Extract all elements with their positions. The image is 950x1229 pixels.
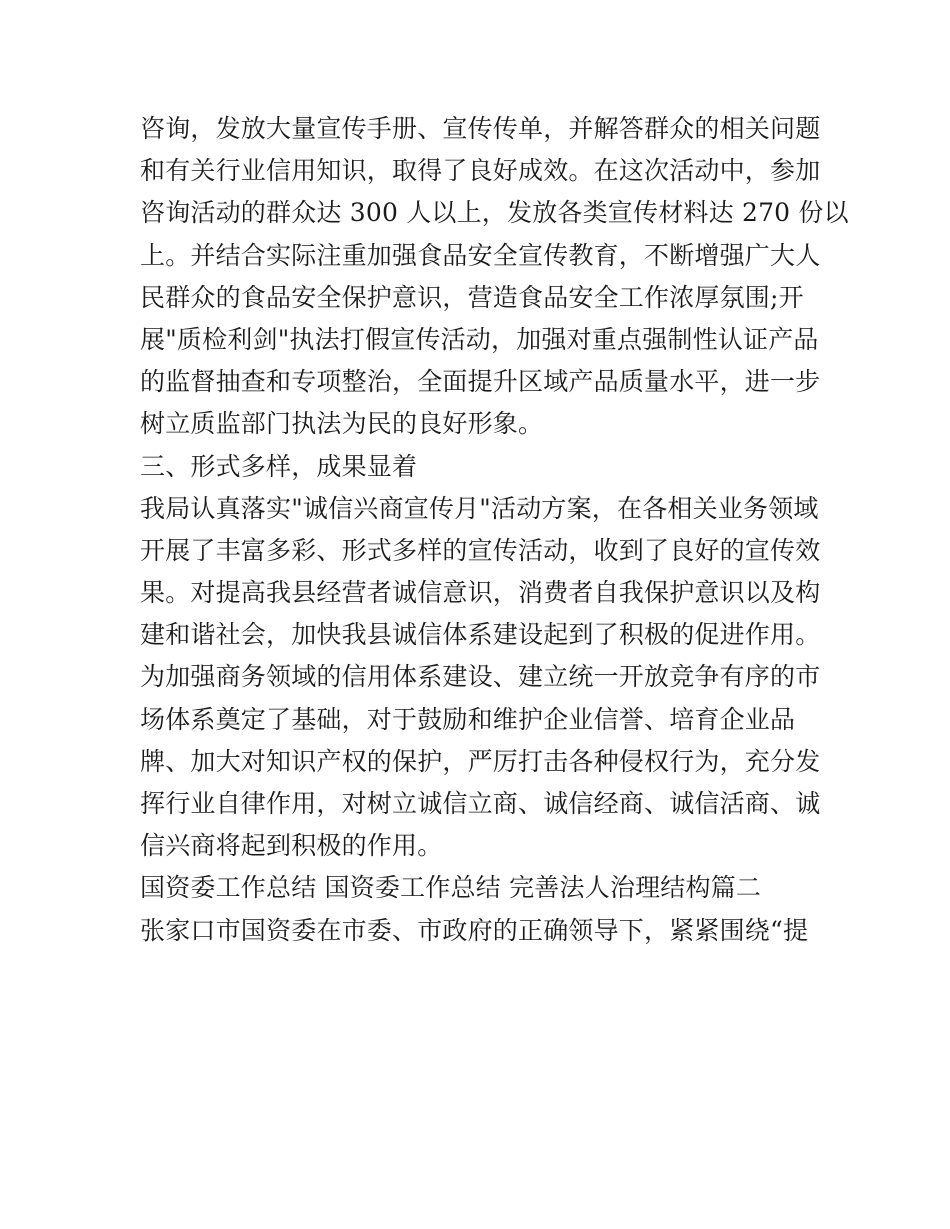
text-line: 建和谐社会，加快我县诚信体系建设起到了积极的促进作用。 (140, 620, 821, 650)
text-line: 果。对提高我县经营者诚信意识，消费者自我保护意识以及构 (140, 578, 821, 608)
document-body (140, 108, 849, 952)
text-line: 和有关行业信用知识，取得了良好成效。在这次活动中，参加 (140, 156, 821, 186)
text-line: 上。并结合实际注重加强食品安全宣传教育，不断增强广大人 (140, 240, 821, 270)
text-line: 展"质检利剑"执法打假宣传活动，加强对重点强制性认证产品 (140, 324, 819, 354)
text-line: 民群众的食品安全保护意识，营造食品安全工作浓厚氛围;开 (140, 282, 804, 312)
text-line: 张家口市国资委在市委、市政府的正确领导下，紧紧围绕“提 (140, 915, 809, 945)
text-line: 场体系奠定了基础，对于鼓励和维护企业信誉、培育企业品 (140, 704, 796, 734)
text-line: 咨询活动的群众达 300 人以上，发放各类宣传材料达 270 份以 (140, 198, 849, 228)
text-line: 开展了丰富多彩、形式多样的宣传活动，收到了良好的宣传效 (140, 535, 821, 565)
text-line: 为加强商务领域的信用体系建设、建立统一开放竞争有序的市 (140, 662, 821, 692)
text-line: 牌、加大对知识产权的保护，严厉打击各种侵权行为，充分发 (140, 746, 821, 776)
text-line: 我局认真落实"诚信兴商宣传月"活动方案，在各相关业务领域 (140, 493, 819, 523)
text-line: 挥行业自律作用，对树立诚信立商、诚信经商、诚信活商、诚 (140, 789, 821, 818)
text-line: 树立质监部门执法为民的良好形象。 (140, 409, 544, 439)
text-line: 信兴商将起到积极的作用。 (140, 831, 443, 861)
text-line: 咨询，发放大量宣传手册、宣传传单，并解答群众的相关问题 (140, 114, 821, 143)
section-heading: 三、形式多样，成果显着 (140, 451, 418, 481)
text-line: 的监督抽查和专项整治，全面提升区域产品质量水平，进一步 (140, 367, 821, 397)
article-title: 国资委工作总结 国资委工作总结 完善法人治理结构篇二 (140, 873, 762, 903)
